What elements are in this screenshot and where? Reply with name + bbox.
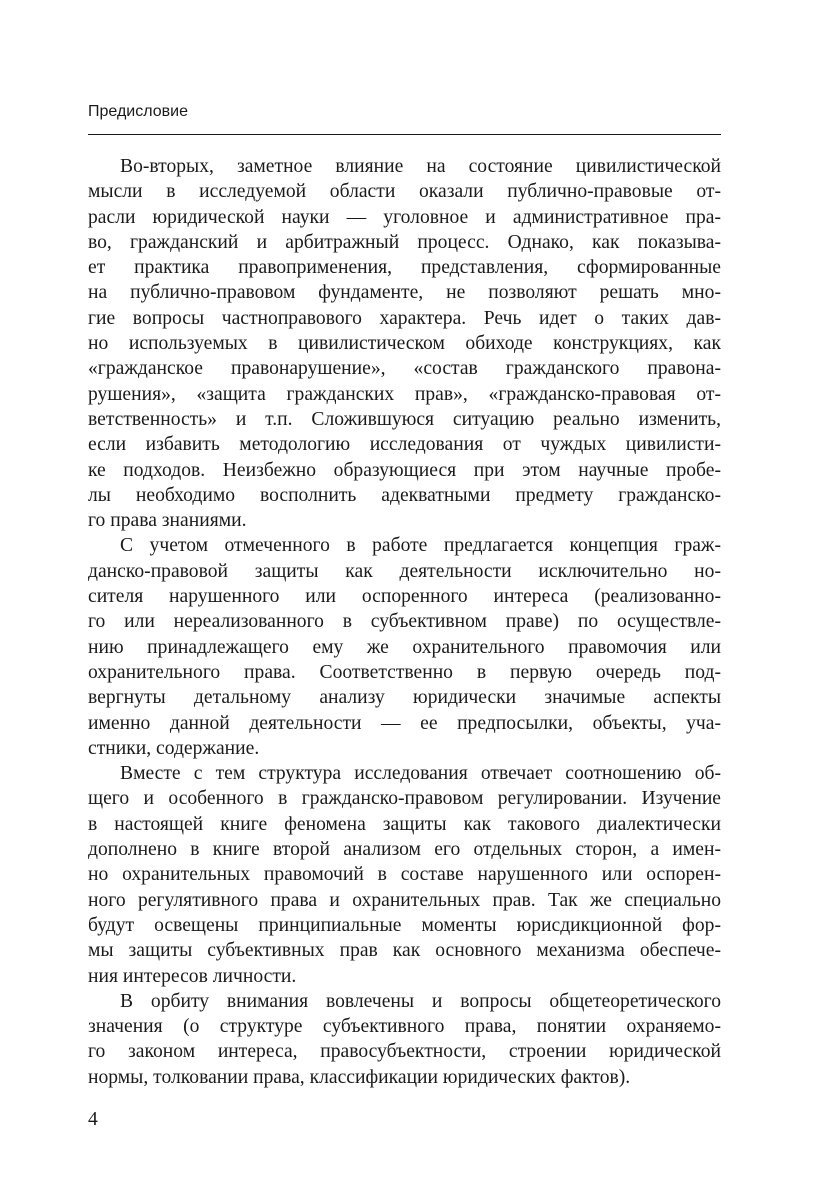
- text-line: во, гражданский и арбитражный процесс. Однако, как показыва-: [88, 231, 721, 253]
- text-line: Вместе с тем структура исследования отвечает соотношению об-: [120, 763, 721, 785]
- text-line: щего и особенного в гражданско-правовом регулировании. Изучение: [88, 788, 721, 810]
- paragraph: [88, 761, 721, 989]
- text-line: сителя нарушенного или оспоренного интереса (реализованно-: [88, 586, 721, 608]
- paragraph: [88, 989, 721, 1090]
- text-line: ния интересов личности.: [88, 965, 297, 987]
- text-line: расли юридической науки — уголовное и административное пра-: [88, 206, 721, 228]
- text-line: но используемых в цивилистическом обиходе конструкциях, как: [88, 333, 721, 355]
- text-line: рушения», «защита гражданских прав», «гражданско-правовая от-: [88, 383, 721, 405]
- text-line: В орбиту внимания вовлечены и вопросы общетеоретического: [120, 990, 721, 1012]
- text-line: нормы, толковании права, классификации юридических фактов).: [88, 1066, 631, 1088]
- text-line: значения (о структуре субъективного права, понятии охраняемо-: [88, 1016, 721, 1038]
- paragraph: [88, 533, 721, 761]
- text-line: го или нереализованного в субъективном праве) по осуществле-: [88, 611, 721, 633]
- text-line: нию принадлежащего ему же охранительного правомочия или: [88, 636, 721, 658]
- body-text: [88, 154, 721, 1090]
- text-line: охранительного права. Соответственно в первую очередь под-: [88, 661, 721, 683]
- text-line: данско-правовой защиты как деятельности исключительно но-: [88, 560, 721, 582]
- text-line: дополнено в книге второй анализом его отдельных сторон, а имен-: [88, 839, 721, 861]
- text-line: «гражданское правонарушение», «состав гражданского правона-: [88, 358, 721, 380]
- text-line: ветственность» и т.п. Сложившуюся ситуацию реально изменить,: [88, 408, 721, 430]
- text-line: ет практика правоприменения, представления, сформированные: [88, 257, 721, 279]
- text-line: вергнуты детальному анализу юридически значимые аспекты: [88, 687, 721, 709]
- text-line: ного регулятивного права и охранительных прав. Так же специально: [88, 889, 721, 911]
- paragraph: [88, 154, 721, 533]
- running-header: Предисловие: [88, 103, 188, 120]
- text-line: го законом интереса, правосубъектности, строении юридической: [88, 1041, 721, 1063]
- text-line: мы защиты субъективных прав как основного механизма обеспече-: [88, 940, 721, 962]
- text-line: будут освещены принципиальные моменты юрисдикционной фор-: [88, 914, 721, 936]
- text-line: ке подходов. Неизбежно образующиеся при этом научные пробе-: [88, 459, 721, 481]
- text-line: в настоящей книге феномена защиты как такового диалектически: [88, 813, 721, 835]
- text-line: го права знаниями.: [88, 510, 247, 532]
- text-line: Во-вторых, заметное влияние на состояние цивилистической: [120, 156, 721, 177]
- text-line: С учетом отмеченного в работе предлагается концепция граж-: [120, 535, 721, 557]
- text-line: гие вопросы частноправового характера. Речь идет о таких дав-: [88, 307, 721, 329]
- text-line: но охранительных правомочий в составе нарушенного или оспорен-: [88, 864, 721, 886]
- page-number: 4: [88, 1109, 98, 1130]
- header-divider: [88, 134, 721, 135]
- text-line: лы необходимо восполнить адекватными предмету гражданско-: [88, 484, 721, 506]
- text-line: мысли в исследуемой области оказали публично-правовые от-: [88, 181, 721, 203]
- text-line: стники, содержание.: [88, 737, 260, 759]
- text-line: если избавить методологию исследования от чуждых цивилисти-: [88, 434, 721, 456]
- text-line: на публично-правовом фундаменте, не позволяют решать мно-: [88, 282, 721, 304]
- text-line: именно данной деятельности — ее предпосылки, объекты, уча-: [88, 712, 721, 734]
